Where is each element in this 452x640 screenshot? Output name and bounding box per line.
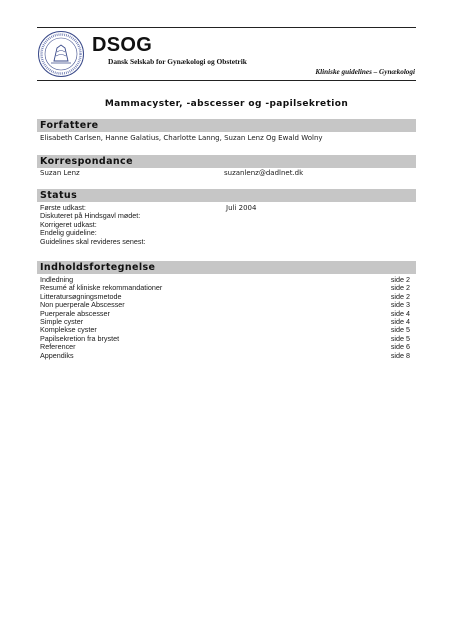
correspondence-name: Suzan Lenz [40,169,80,177]
toc-entry-label: Indledning [40,275,74,284]
toc-entry-label: Appendiks [40,350,74,360]
toc-entry-label: Papilsekretion fra brystet [40,333,120,343]
toc-entry[interactable] [40,335,410,343]
toc-entry-label: Komplekse cyster [40,325,97,335]
toc-entry-label: Litteratursøgningsmetode [40,291,122,301]
status-row-value: Juli 2004 [226,204,257,212]
status-row-label: Korrigeret udkast: [40,219,97,229]
status-row-label: Diskuteret på Hindsgavl mødet: [40,211,141,221]
toc-entry[interactable] [40,310,410,318]
correspondence-email[interactable]: suzanlenz@dadlnet.dk [224,169,304,177]
status-row-label: Endelig guideline: [40,228,97,238]
section-heading-toc: Indholdsfortegnelse [37,261,416,274]
toc-entry-label: Non puerperale Abscesser [40,300,125,310]
section-heading-authors: Forfattere [37,119,416,132]
toc-entry-page: side 2 [390,291,410,301]
toc-entry-label: Resumé af kliniske rekommandationer [40,283,163,293]
organization-full-name: Dansk Selskab for Gynækologi og Obstetrik [108,57,247,66]
header-bottom-rule [37,80,416,81]
toc-entry-page: side 3 [390,300,410,310]
toc-entry-label: Puerperale abscesser [40,308,110,318]
status-row-label: Guidelines skal revideres senest: [40,236,146,246]
toc-entry-page: side 5 [390,325,410,335]
authors-list: Elisabeth Carlsen, Hanne Galatius, Charlotte Lanng, Suzan Lenz Og Ewald Wolny [40,134,323,142]
guideline-category: Kliniske guidelines – Gynækologi [315,68,415,76]
toc-entry-label: Simple cyster [40,316,84,326]
toc-entry-page: side 6 [390,342,410,352]
section-heading-correspondence: Korrespondance [37,155,416,168]
society-seal-icon [37,30,85,78]
status-row-label: Første udkast: [40,203,86,212]
document-title: Mammacyster, -abscesser og -papilsekretion [104,99,349,109]
toc-entry-label: Referencer [40,342,76,352]
toc-entry-page: side 5 [390,333,410,343]
toc-entry[interactable] [40,343,410,351]
toc-entry[interactable] [40,352,410,360]
section-heading-status: Status [37,189,416,202]
toc-entry-page: side 4 [390,308,410,318]
toc-entry-page: side 2 [390,283,410,293]
header-top-rule [37,27,416,28]
table-of-contents [40,276,410,360]
toc-entry-page: side 4 [390,316,410,326]
organization-name: DSOG [92,34,153,56]
toc-entry-page: side 8 [390,350,410,360]
toc-entry-page: side 2 [390,275,410,284]
